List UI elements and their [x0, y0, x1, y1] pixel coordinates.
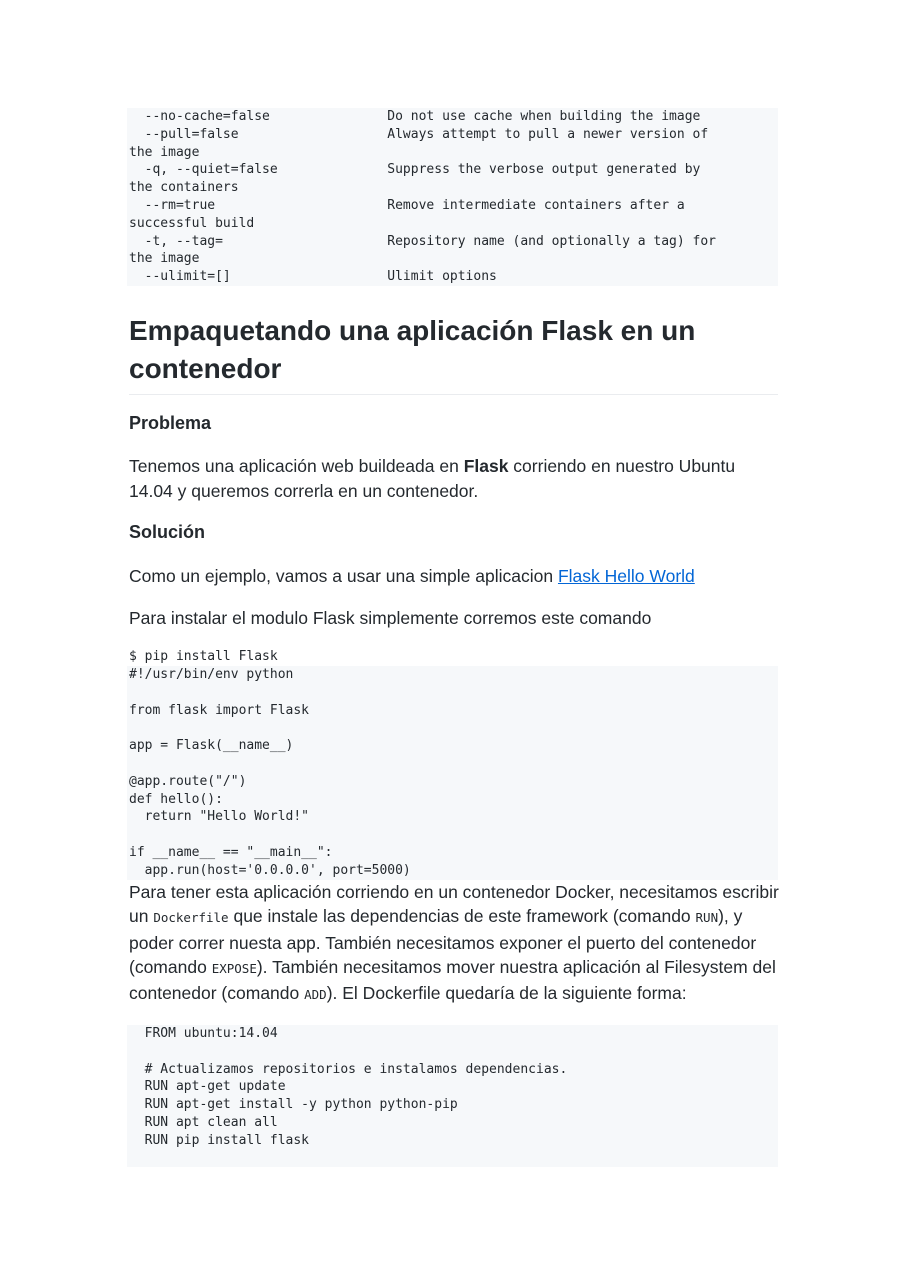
code-line: return "Hello World!" [129, 809, 310, 825]
install-command: $ pip install Flask [129, 649, 278, 664]
code-line: --pull=false Always attempt to pull a newer version of [129, 126, 709, 142]
code-line: successful build [129, 215, 255, 231]
code-line [127, 719, 778, 737]
code-line: app = Flask(__name__) [129, 738, 294, 754]
code-line: # Actualizamos repositorios e instalamos dependencias. [129, 1061, 568, 1077]
code-line: -q, --quiet=false Suppress the verbose output generated by [129, 162, 701, 178]
code-line: RUN apt clean all [129, 1114, 278, 1130]
code-line: RUN pip install flask [129, 1132, 310, 1148]
code-line [127, 826, 778, 844]
app-code-block [127, 666, 778, 880]
flask-hello-world-link[interactable]: Flask Hello World [557, 566, 695, 586]
code-line: app.run(host='0.0.0.0', port=5000) [129, 862, 411, 878]
code-line: --ulimit=[] Ulimit options [129, 269, 497, 285]
code-line [127, 755, 778, 773]
add-code: ADD [304, 987, 327, 1003]
section-title: Empaquetando una aplicación Flask en un contenedor [129, 312, 778, 395]
dockerfile-code: Dockerfile [153, 910, 229, 926]
code-line: FROM ubuntu:14.04 [129, 1026, 278, 1041]
code-line: RUN apt-get update [129, 1079, 286, 1095]
example-paragraph: Como un ejemplo, vamos a usar una simple aplicacion Flask Hello World [129, 566, 695, 586]
dockerfile-code-block [127, 1025, 778, 1167]
code-line: if __name__ == "__main__": [129, 844, 333, 860]
code-line: from flask import Flask [129, 702, 310, 718]
code-line: the containers [129, 180, 239, 196]
code-line: @app.route("/") [129, 773, 247, 789]
code-line: the image [129, 144, 200, 160]
options-code-block [127, 108, 778, 286]
problem-paragraph: Tenemos una aplicación web buildeada en Flask corriendo en nuestro Ubuntu 14.04 y queremos correrla en un contenedor. [129, 456, 736, 501]
code-line: --no-cache=false Do not use cache when building the image [129, 109, 701, 124]
problem-heading: Problema [129, 413, 212, 433]
code-line [127, 684, 778, 702]
solution-heading: Solución [129, 522, 205, 542]
code-line: --rm=true Remove intermediate containers after a [129, 197, 685, 213]
code-line: the image [129, 251, 200, 267]
code-line: RUN apt-get install -y python python-pip [129, 1097, 458, 1113]
code-line [127, 1043, 778, 1061]
code-line: -t, --tag= Repository name (and optionally a tag) for [129, 233, 716, 249]
install-paragraph: Para instalar el modulo Flask simplemente corremos este comando [129, 608, 652, 628]
run-code: RUN [695, 910, 719, 926]
code-line: #!/usr/bin/env python [129, 667, 294, 682]
docker-paragraph: Para tener esta aplicación corriendo en un contenedor Docker, necesitamos escribir un Dockerfile que instale las dependencias de este framework (comando RUN), y poder correr nuesta app. También necesitamos exponer el puerto del contenedor (comando EXPOSE). También necesitamos mover nuestra aplicación al Filesystem del contenedor (comando ADD). El Dockerfile quedaría de la siguiente forma: [129, 882, 779, 1004]
flask-bold: Flask [463, 456, 509, 476]
expose-code: EXPOSE [211, 960, 257, 976]
code-line: def hello(): [129, 791, 223, 807]
